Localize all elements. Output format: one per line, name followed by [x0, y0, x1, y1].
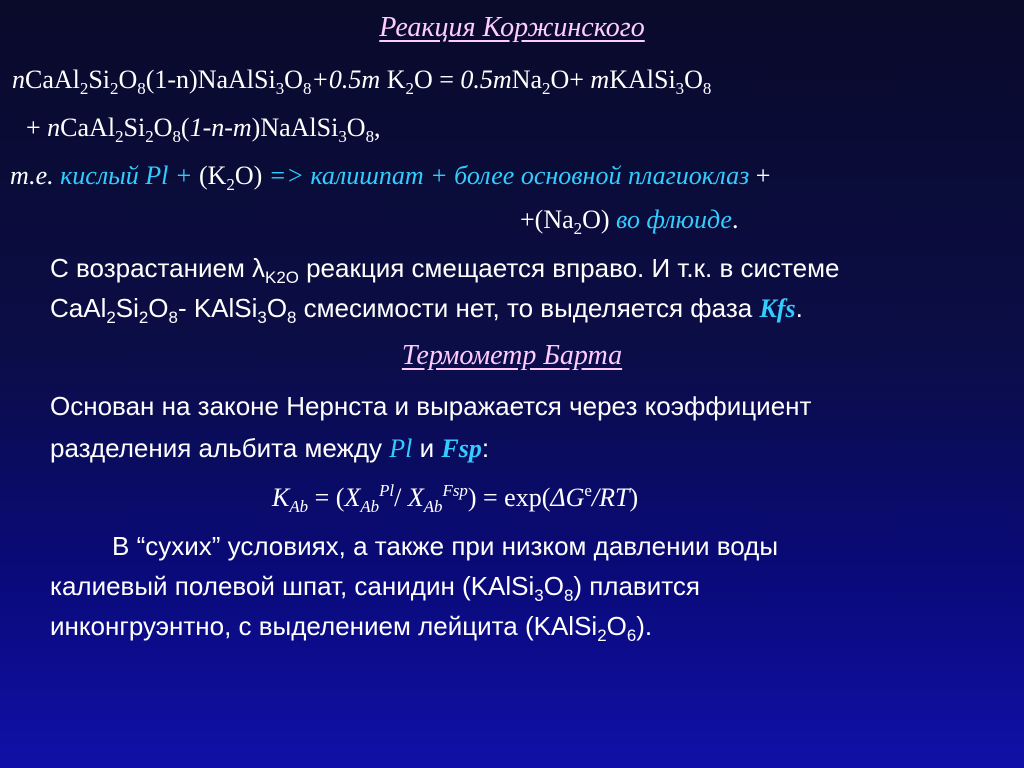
- subscript: 8: [137, 78, 146, 98]
- text: O: [606, 611, 627, 641]
- phase-pl: Pl: [389, 434, 413, 463]
- text: K: [272, 483, 290, 512]
- text: O: [266, 293, 288, 323]
- text: O: [118, 65, 138, 94]
- text: .: [731, 205, 739, 234]
- bart-formula: [272, 482, 638, 514]
- subscript: 2: [226, 174, 235, 194]
- paragraph-2-line-1: Основан на законе Нернста и выражается через коэффициент: [50, 391, 812, 421]
- text: (: [180, 113, 190, 142]
- title-korzhinsky: Реакция Коржинского: [379, 12, 645, 43]
- text: и: [412, 433, 442, 463]
- text: :: [481, 433, 490, 463]
- text: С возрастанием: [50, 253, 253, 283]
- paragraph-3-line-3: [50, 610, 653, 645]
- subscript: 6: [626, 625, 637, 645]
- text: Na: [511, 65, 543, 94]
- text: ): [629, 483, 639, 512]
- subscript: 2: [573, 218, 583, 238]
- superscript: Fsp: [442, 480, 468, 500]
- text: +0.5m: [311, 65, 381, 94]
- text: KAlSi: [609, 65, 676, 94]
- subscript: 8: [365, 126, 375, 146]
- subscript: Ab: [360, 496, 380, 516]
- delta-symbol: Δ: [550, 483, 566, 512]
- text: Si: [88, 65, 111, 94]
- text: = (: [308, 483, 345, 512]
- text: - KAlSi: [177, 293, 258, 323]
- subscript: 2: [110, 78, 119, 98]
- text: т.е.: [10, 161, 61, 190]
- subscript: Ab: [289, 496, 309, 516]
- subscript: 3: [275, 78, 285, 98]
- paragraph-1-line-2: [50, 292, 803, 325]
- text: X: [344, 483, 361, 512]
- text: O: [153, 113, 173, 142]
- text: смесимости нет, то выделяется фаза: [296, 293, 760, 323]
- text: O: [684, 65, 703, 94]
- subscript: 2: [597, 625, 607, 645]
- text: X: [407, 483, 424, 512]
- text: калиевый полевой шпат, санидин (KAlSi: [50, 571, 535, 601]
- paragraph-3-line-2: [50, 570, 700, 605]
- superscript: e: [584, 480, 592, 500]
- subscript: 2: [79, 78, 89, 98]
- var-n: n: [12, 65, 25, 94]
- subscript: Ab: [423, 496, 443, 516]
- subscript: 2: [542, 78, 551, 98]
- text: +(Na: [520, 205, 574, 234]
- text: O): [234, 161, 269, 190]
- text: O =: [413, 65, 461, 94]
- var-m: m: [590, 65, 610, 94]
- subscript: 2: [115, 126, 124, 146]
- subscript: K2O: [265, 267, 299, 287]
- text: K: [380, 65, 406, 94]
- subscript: 2: [138, 307, 149, 327]
- subscript: 8: [563, 585, 574, 605]
- subscript: 8: [302, 78, 312, 98]
- text: O): [582, 205, 617, 234]
- text: O+: [550, 65, 591, 94]
- text: инконгруэнтно, с выделением лейцита (KAlSi: [50, 611, 598, 641]
- text: +: [755, 161, 771, 190]
- subscript: 8: [168, 307, 178, 327]
- text: +: [26, 113, 48, 142]
- text: ,: [374, 113, 381, 142]
- subscript: 8: [287, 307, 297, 327]
- title-bart-thermometer: Термометр Барта: [401, 340, 623, 371]
- phase-kfs: Kfs: [759, 294, 796, 323]
- text: (K: [198, 161, 227, 190]
- text: ) = exp(: [467, 483, 551, 512]
- phase-fsp: Fsp: [441, 434, 482, 463]
- text: Si: [123, 113, 146, 142]
- subscript: 2: [145, 126, 154, 146]
- lambda-symbol: λ: [252, 253, 266, 283]
- subscript: 8: [172, 126, 181, 146]
- text: ) плавится: [573, 571, 700, 601]
- var-n: n: [47, 113, 61, 142]
- superscript: Pl: [379, 480, 395, 500]
- text: Si: [115, 293, 139, 323]
- subscript: 8: [702, 78, 712, 98]
- text: CaAl: [25, 65, 80, 94]
- text: O: [346, 113, 366, 142]
- subscript: 3: [534, 585, 544, 605]
- text: /RT: [591, 483, 630, 512]
- text: 1-n-m: [189, 113, 252, 142]
- text: O: [543, 571, 564, 601]
- paragraph-3-line-1: В “сухих” условиях, а также при низком давлении воды: [112, 531, 779, 561]
- text: G: [565, 483, 585, 512]
- reaction-line-2: [26, 112, 381, 144]
- subscript: 3: [257, 307, 267, 327]
- subscript: 2: [106, 307, 116, 327]
- text: реакция смещается вправо. И т.к. в системе: [298, 253, 840, 283]
- subscript: 3: [675, 78, 685, 98]
- text: 0.5m: [460, 65, 512, 94]
- reaction-line-3: [10, 160, 770, 192]
- text: CaAl: [50, 293, 107, 323]
- text: CaAl: [60, 113, 116, 142]
- text: )NaAlSi: [251, 113, 339, 142]
- subscript: 2: [405, 78, 414, 98]
- subscript: 3: [338, 126, 347, 146]
- paragraph-2-line-2: [50, 432, 489, 465]
- text: ).: [636, 611, 653, 641]
- text: разделения альбита между: [50, 433, 390, 463]
- text: (1-n)NaAlSi: [145, 65, 276, 94]
- text: => калишпат + более основной плагиоклаз: [268, 161, 756, 190]
- text: O: [284, 65, 303, 94]
- reaction-line-4: [520, 204, 738, 236]
- text: во флюиде: [616, 205, 732, 234]
- text: O: [148, 293, 169, 323]
- text: кислый Pl +: [60, 161, 199, 190]
- text: /: [394, 483, 408, 512]
- reaction-line-1: [12, 64, 711, 96]
- paragraph-1-line-1: [50, 252, 840, 287]
- text: .: [795, 293, 803, 323]
